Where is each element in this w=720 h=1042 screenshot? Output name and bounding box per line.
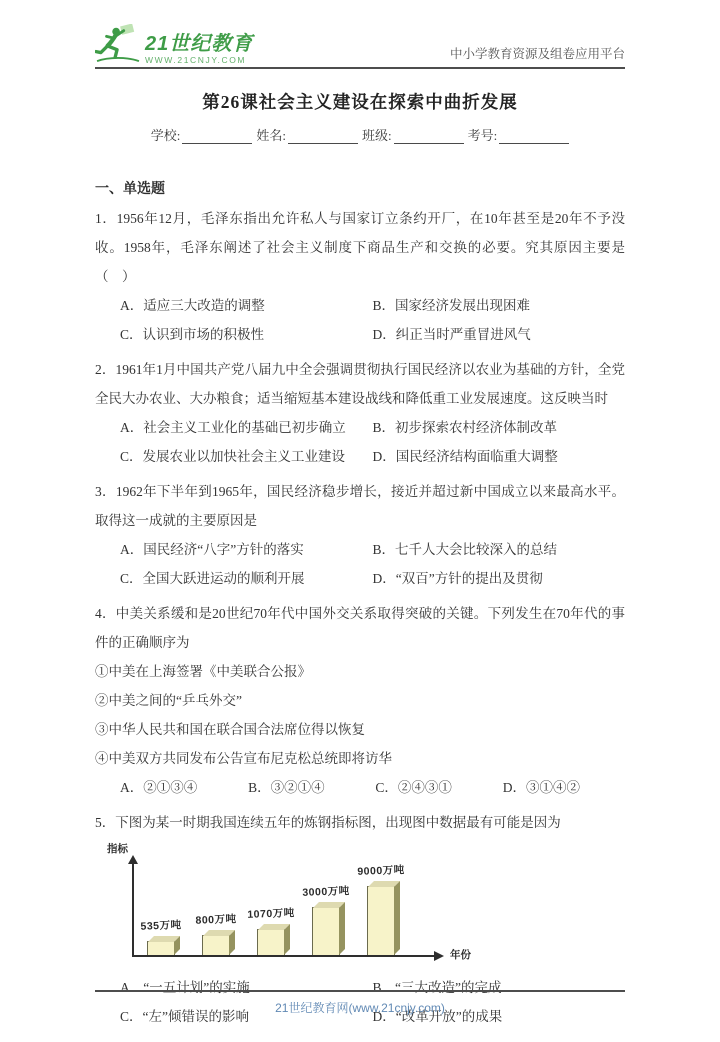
option-1c: C．认识到市场的积极性: [120, 327, 265, 343]
name-blank: [288, 129, 358, 144]
question-1: [95, 204, 625, 349]
chart-bar-side-face: [284, 924, 290, 955]
site-header: [95, 24, 625, 69]
name-field: [256, 125, 358, 144]
question-2-options: [95, 413, 625, 471]
school-blank: [182, 129, 252, 144]
school-label: 学校:: [150, 128, 181, 143]
chart-bar-side-face: [174, 936, 180, 955]
question-4-item-2: ②中美之间的“乒乓外交”: [95, 693, 242, 709]
question-3-number: 3．: [95, 484, 116, 500]
student-info-row: [95, 125, 625, 144]
chart-bar-value-label: 9000万吨: [357, 864, 405, 879]
option-3b: B．七千人大会比较深入的总结: [372, 542, 558, 558]
question-2: [95, 355, 625, 471]
question-3-options: [95, 535, 625, 593]
chart-bar-value-label: 800万吨: [195, 913, 237, 928]
option-3d: D．“双百”方针的提出及贯彻: [372, 571, 543, 587]
option-3a: A．国民经济“八字”方针的落实: [120, 542, 304, 558]
chart-x-axis-arrow-icon: [434, 951, 449, 961]
option-4a: A．②①③④: [120, 780, 198, 796]
option-3c: C．全国大跃进运动的顺利开展: [120, 571, 305, 587]
steel-output-chart: [101, 843, 511, 971]
page-footer: [95, 990, 625, 1016]
option-4c: C．②④③①: [375, 780, 452, 796]
question-1-options: [95, 291, 625, 349]
chart-bar-side-face: [229, 930, 235, 955]
page-title: 第26课社会主义建设在探索中曲折发展: [202, 92, 518, 112]
chart-bar-value-label: 1070万吨: [247, 907, 295, 922]
chart-bar-value-label: 3000万吨: [302, 885, 350, 900]
option-2d: D．国民经济结构面临重大调整: [372, 449, 558, 465]
name-label: 姓名:: [256, 128, 286, 143]
exam-no-blank: [499, 129, 569, 144]
option-2a: A．社会主义工业化的基础已初步确立: [120, 420, 346, 436]
exam-no-label: 考号:: [467, 128, 498, 143]
chart-y-axis: [132, 859, 134, 957]
option-2c: C．发展农业以加快社会主义工业建设: [120, 449, 346, 465]
school-field: [151, 125, 253, 144]
question-5-text: 5．下图为某一时期我国连续五年的炼钢指标图，出现图中数据最有可能是因为: [95, 815, 561, 831]
chart-x-axis-label: 年份: [450, 949, 471, 962]
option-2b: B．初步探索农村经济体制改革: [372, 420, 558, 436]
option-5b: B．“三大改造”的完成: [372, 980, 502, 996]
exam-no-field: [468, 125, 570, 144]
platform-tagline: 中小学教育资源及组卷应用平台: [449, 47, 625, 61]
logo-text: [145, 34, 253, 65]
question-2-number: 2．: [95, 362, 116, 378]
chart-bar: [302, 885, 350, 956]
chart-bar: [247, 907, 295, 956]
option-4b: B．③②①④: [248, 780, 325, 796]
class-label: 班级:: [362, 128, 392, 143]
question-3: [95, 477, 625, 593]
question-3-text: 3．1962年下半年到1965年，国民经济稳步增长，接近并超过新中国成立以来最高水平。取得这一成就的主要原因是: [95, 484, 626, 529]
question-4-item-4: ④中美双方共同发布公告宣布尼克松总统即将访华: [95, 751, 392, 767]
chart-bar-side-face: [339, 902, 345, 955]
section-heading: 一、单选题: [95, 182, 165, 197]
logo: [95, 24, 253, 64]
question-2-text: 2．1961年1月中国共产党八届九中全会强调贯彻执行国民经济以农业为基础的方针，全党全民大办农业、大办粮食；适当缩短基本建设战线和降低重工业发展速度。这反映当时: [95, 362, 626, 407]
logo-url: WWW.21CNJY.COM: [145, 54, 247, 65]
worksheet-page: [0, 24, 720, 1031]
option-4d: D．③①④②: [502, 780, 580, 796]
chart-bar: [140, 919, 182, 956]
class-blank: [394, 129, 464, 144]
option-1b: B．国家经济发展出现困难: [372, 298, 531, 314]
chart-bar-side-face: [394, 881, 400, 955]
chart-y-axis-label: 指标: [107, 843, 128, 856]
chart-bar: [195, 913, 237, 956]
chart-bar: [357, 864, 405, 956]
running-man-icon: [95, 24, 141, 64]
question-4-options: [95, 773, 580, 802]
question-1-text: 1．1956年12月，毛泽东指出允许私人与国家订立条约开厂，在10年甚至是20年不予没收。1958年，毛泽东阐述了社会主义制度下商品生产和交换的必要。究其原因主要是（ ）: [95, 211, 626, 285]
question-4-item-1: ①中美在上海签署《中美联合公报》: [95, 664, 311, 680]
question-1-number: 1．: [95, 211, 117, 226]
question-4-item-3: ③中华人民共和国在联合国合法席位得以恢复: [95, 722, 365, 738]
option-5d: D．“改革开放”的成果: [372, 1009, 503, 1025]
question-4-number: 4．: [95, 606, 116, 622]
question-5-number: 5．: [95, 815, 116, 831]
logo-title: 21世纪教育: [145, 32, 254, 55]
option-1a: A．适应三大改造的调整: [120, 298, 265, 314]
question-4: [95, 599, 625, 802]
class-field: [362, 125, 464, 144]
question-4-text: 4．中美关系缓和是20世纪70年代中国外交关系取得突破的关键。下列发生在70年代的事件的正确顺序为: [95, 606, 626, 651]
footer-site-link: 21世纪教育网(www.21cnjy.com): [275, 1001, 445, 1015]
chart-x-axis: [132, 955, 434, 957]
option-1d: D．纠正当时严重冒进风气: [372, 327, 531, 343]
chart-bars: [140, 864, 405, 956]
option-5c: C．“左”倾错误的影响: [120, 1009, 249, 1025]
chart-bar-value-label: 535万吨: [140, 919, 182, 934]
option-5a: A．“一五计划”的实施: [120, 980, 250, 996]
